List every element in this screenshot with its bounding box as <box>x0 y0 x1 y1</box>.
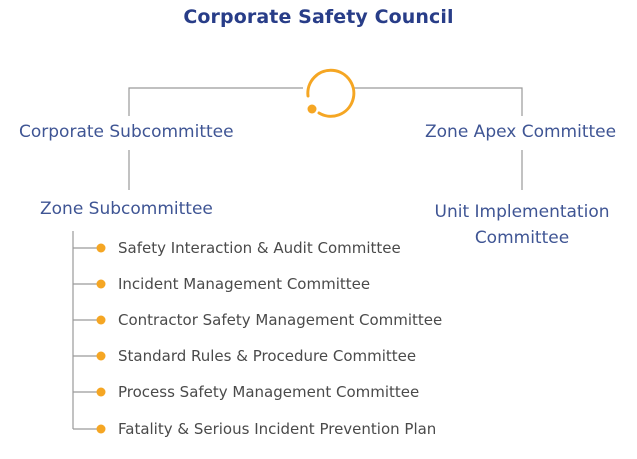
committee-item: Fatality & Serious Incident Prevention Plan <box>118 420 437 438</box>
bullet-dot-icon <box>97 352 106 361</box>
bullet-dot-icon <box>97 244 106 253</box>
committee-item: Incident Management Committee <box>118 275 371 293</box>
committee-item: Contractor Safety Management Committee <box>118 311 443 329</box>
corporate-subcommittee-node: Corporate Subcommittee <box>19 122 234 142</box>
committee-item: Safety Interaction & Audit Committee <box>118 239 401 257</box>
bullet-dot-icon <box>97 388 106 397</box>
bullet-dot-icon <box>97 280 106 289</box>
unit-implementation-line-1: Unit Implementation <box>434 202 610 222</box>
committee-bullets <box>97 244 106 434</box>
council-title: Corporate Safety Council <box>183 6 454 28</box>
zone-subcommittee-node: Zone Subcommittee <box>40 199 213 219</box>
bullet-dot-icon <box>97 316 106 325</box>
zone-apex-committee-node: Zone Apex Committee <box>425 122 617 142</box>
council-ring-dot-icon <box>308 105 317 114</box>
unit-implementation-line-2: Committee <box>474 228 570 248</box>
committee-branches <box>73 248 100 429</box>
unit-implementation-committee-node <box>422 199 622 251</box>
bullet-dot-icon <box>97 425 106 434</box>
committee-item: Standard Rules & Procedure Committee <box>118 347 417 365</box>
committee-item: Process Safety Management Committee <box>118 383 420 401</box>
top-branch-connector <box>129 88 522 116</box>
